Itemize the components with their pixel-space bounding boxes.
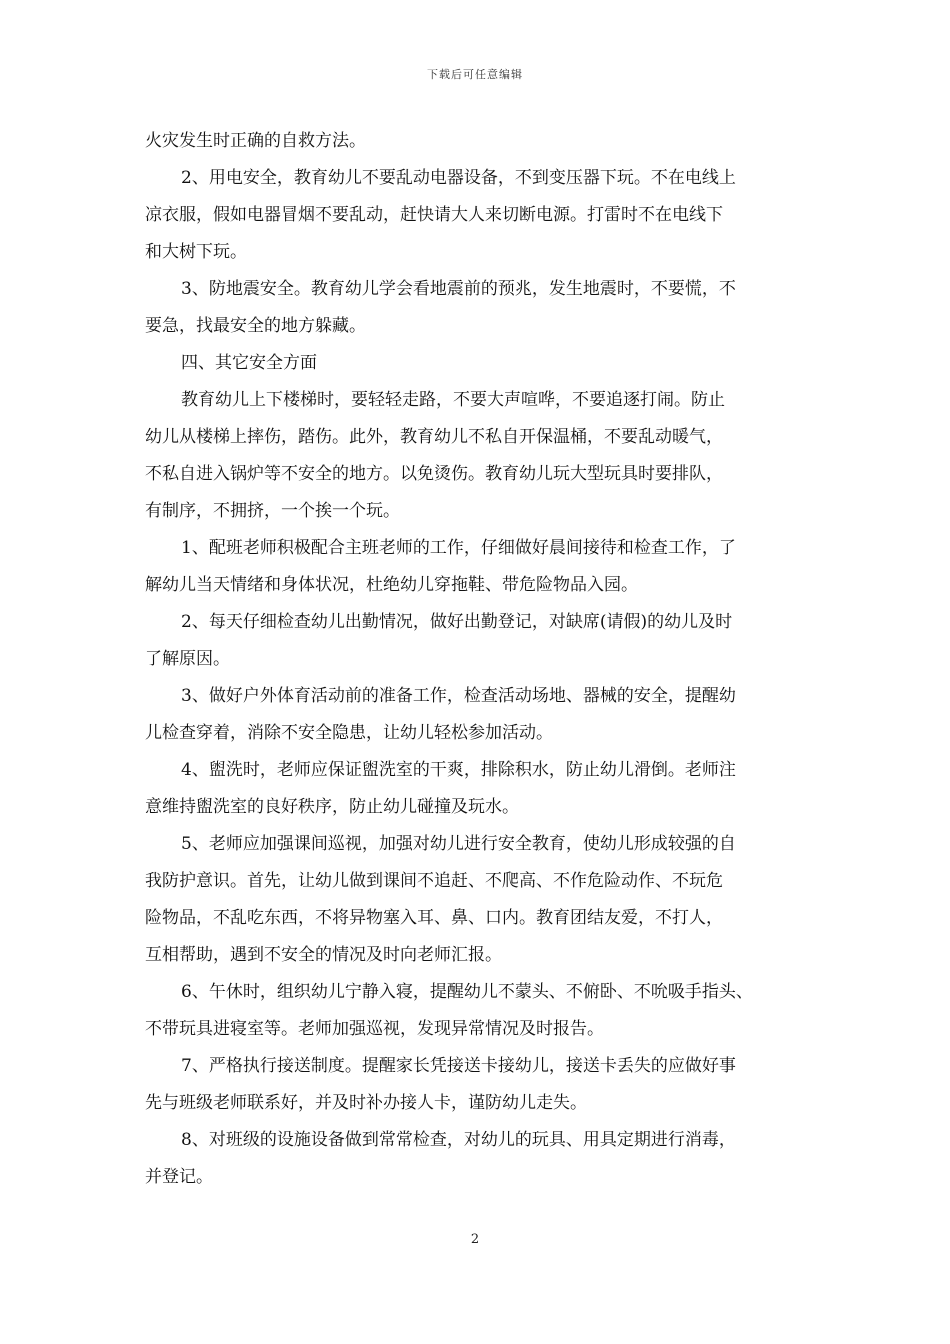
text-line: 教育幼儿上下楼梯时，要轻轻走路，不要大声喧哗，不要追逐打闹。防止	[181, 390, 725, 410]
page-header: 下载后可任意编辑	[427, 68, 523, 81]
page-number: 2	[470, 1232, 480, 1247]
text-line: 了解原因。	[145, 649, 230, 669]
document-body	[145, 123, 815, 1196]
text-line: 不带玩具进寝室等。老师加强巡视，发现异常情况及时报告。	[145, 1019, 604, 1039]
text-line: 8、对班级的设施设备做到常常检查，对幼儿的玩具、用具定期进行消毒，	[181, 1130, 736, 1150]
text-line: 四、其它安全方面	[181, 353, 317, 373]
text-line: 2、每天仔细检查幼儿出勤情况，做好出勤登记，对缺席(请假)的幼儿及时	[181, 612, 733, 632]
text-line: 和大树下玩。	[145, 242, 247, 262]
text-line: 儿检查穿着，消除不安全隐患，让幼儿轻松参加活动。	[145, 723, 553, 743]
text-line: 险物品，不乱吃东西，不将异物塞入耳、鼻、口内。教育团结友爱，不打人，	[145, 908, 723, 928]
text-line: 幼儿从楼梯上摔伤，踏伤。此外，教育幼儿不私自开保温桶，不要乱动暖气，	[145, 427, 723, 447]
text-line: 5、老师应加强课间巡视，加强对幼儿进行安全教育，使幼儿形成较强的自	[181, 834, 736, 854]
text-line: 互相帮助，遇到不安全的情况及时向老师汇报。	[145, 945, 502, 965]
text-line: 意维持盥洗室的良好秩序，防止幼儿碰撞及玩水。	[145, 797, 519, 817]
text-line: 7、严格执行接送制度。提醒家长凭接送卡接幼儿，接送卡丢失的应做好事	[181, 1056, 736, 1076]
text-line: 凉衣服，假如电器冒烟不要乱动，赶快请大人来切断电源。打雷时不在电线下	[145, 205, 723, 225]
text-line: 并登记。	[145, 1167, 213, 1187]
text-line: 1、配班老师积极配合主班老师的工作，仔细做好晨间接待和检查工作，了	[181, 538, 736, 558]
text-line: 要急，找最安全的地方躲藏。	[145, 316, 366, 336]
text-line: 6、午休时，组织幼儿宁静入寝，提醒幼儿不蒙头、不俯卧、不吮吸手指头、	[181, 982, 753, 1002]
text-line: 2、用电安全，教育幼儿不要乱动电器设备，不到变压器下玩。不在电线上	[181, 168, 736, 188]
text-line: 3、做好户外体育活动前的准备工作，检查活动场地、器械的安全，提醒幼	[181, 686, 736, 706]
text-line: 我防护意识。首先，让幼儿做到课间不追赶、不爬高、不作危险动作、不玩危	[145, 871, 723, 891]
text-line: 火灾发生时正确的自救方法。	[145, 131, 366, 151]
text-line: 先与班级老师联系好，并及时补办接人卡，谨防幼儿走失。	[145, 1093, 587, 1113]
text-line: 解幼儿当天情绪和身体状况，杜绝幼儿穿拖鞋、带危险物品入园。	[145, 575, 638, 595]
text-line: 不私自进入锅炉等不安全的地方。以免烫伤。教育幼儿玩大型玩具时要排队，	[145, 464, 723, 484]
text-line: 4、盥洗时，老师应保证盥洗室的干爽，排除积水，防止幼儿滑倒。老师注	[181, 760, 736, 780]
text-line: 有制序，不拥挤，一个挨一个玩。	[145, 501, 400, 521]
text-line: 3、防地震安全。教育幼儿学会看地震前的预兆，发生地震时，不要慌，不	[181, 279, 736, 299]
